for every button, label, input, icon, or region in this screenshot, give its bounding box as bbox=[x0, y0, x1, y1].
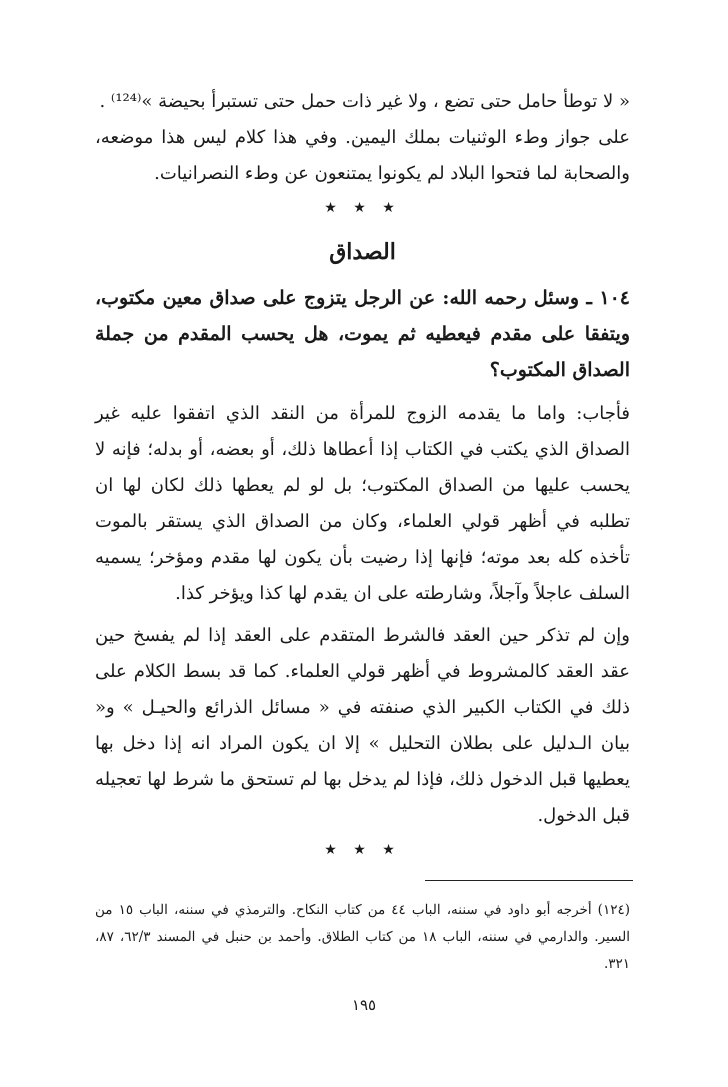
footnote-124: (١٢٤) أخرجه أبو داود في سننه، الباب ٤٤ من كتاب النكاح. والترمذي في سننه، الباب ١٥ من السير. والدارمي في سننه، الباب ١٨ من كتاب الطلاق. وأحمد بن حنبل في المسند ٦٢/٣، ٨٧، ٣٢١. bbox=[95, 902, 631, 972]
comment-paragraph: على جواز وطء الوثنيات بملك اليمين. وفي هذا كلام ليس هذا موضعه، والصحابة لما فتحوا البلاد لم يكونوا يمتنعون عن وطء النصرانيات. bbox=[95, 127, 630, 184]
answer-paragraph-2: وإن لم تذكر حين العقد فالشرط المتقدم على العقد إذا لم يفسخ حين عقد العقد كالمشروط في أظهر قولي العلماء. كما قد بسط الكلام على ذلك في الكتاب الكبير الذي صنفته في « مسائل الذرائع والحيـل » و« بيان الـدليل على بطلان التحليل » إلا ان يكون المراد انه إذا دخل بها يعطيها قبل الدخول ذلك، فإذا لم يدخل بها لم تستحق ما شرط لها تعجيله قبل الدخول. bbox=[95, 625, 630, 826]
section-separator-bottom: ★ ★ ★ bbox=[324, 842, 401, 858]
page-number: ١٩٥ bbox=[351, 996, 377, 1014]
hadith-line: « لا توطأ حامل حتى تضع ، ولا غير ذات حمل حتى تستبرأ بحيضة »⁽¹²⁴⁾ . bbox=[99, 91, 630, 112]
page-body bbox=[95, 84, 630, 874]
section-title: الصداق bbox=[329, 239, 396, 265]
section-separator: ★ ★ ★ bbox=[324, 200, 401, 216]
answer-paragraph-1: فأجاب: واما ما يقدمه الزوج للمرأة من النقد الذي اتفقوا عليه غير الصداق الذي يكتب في الكتاب إذا أعطاها ذلك، أو بعضه، أو بدله؛ فإنه لا يحسب عليها من الصداق المكتوب؛ بل لو لم يعطها ذلك لكان لها ان تطلبه في أظهر قولي العلماء، وكان من الصداق الذي يستقر بالموت تأخذه كله بعد موته؛ فإنها إذا رضيت بأن يكون لها مقدم ومؤخر؛ يسميه السلف عاجلاً وآجلاً، وشارطته على ان يقدم لها كذا ويؤخر كذا. bbox=[95, 403, 630, 604]
footnote-rule bbox=[425, 880, 633, 881]
question-104: ١٠٤ ـ وسئل رحمه الله: عن الرجل يتزوج على صداق معين مكتوب، ويتفقا على مقدم فيعطيه ثم يموت، هل يحسب المقدم من جملة الصداق المكتوب؟ bbox=[95, 287, 630, 381]
